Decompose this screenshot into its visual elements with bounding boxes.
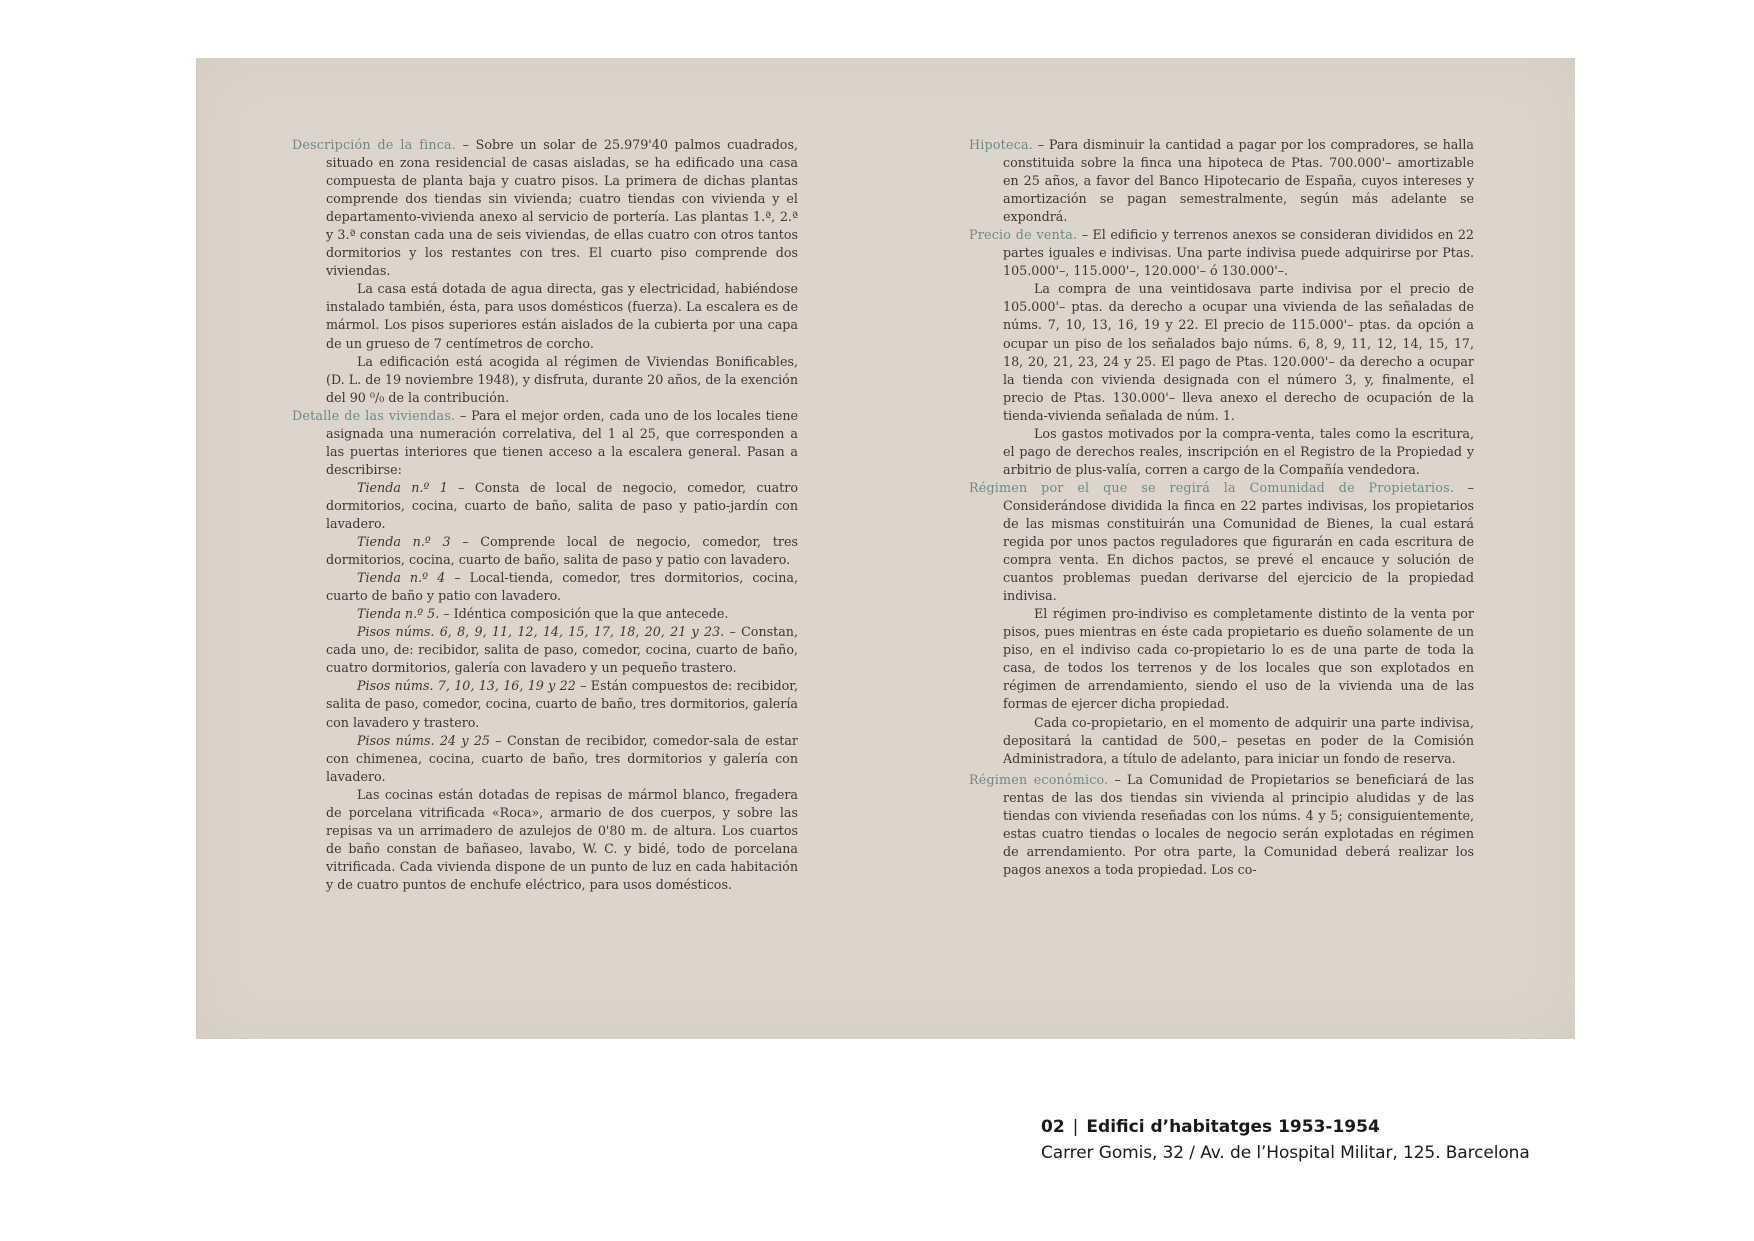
paragraph-cocinas: Las cocinas están dotadas de repisas de mármol blanco, fregadera de porcelana vitrificada «Roca», armario de dos cuerpos, y sobre las repisas va un arrimadero de azulejos de 0'80 m. de altura. Los cuartos de baño constan de bañaseo, lavabo, W. C. y bidé, todo de porcelana vitrificada. Cada vivienda dispone de un punto de luz en cada habitación y de cuatro puntos de enchufe eléctrico, para usos domésticos. (326, 786, 798, 892)
paragraph: La casa está dotada de agua directa, gas y electricidad, habiéndose instalado también, ésta, para usos domésticos (fuerza). La escalera es de mármol. Los pisos superiores están aislados de la cubierta por una capa de un grueso de 7 centímetros de corcho. (326, 281, 798, 351)
paragraph: La edificación está acogida al régimen de Viviendas Bonificables, (D. L. de 19 noviembre 1948), y disfruta, durante 20 años, de la exención del 90 ⁰/₀ de la contribución. (326, 353, 798, 405)
caption-number: 02 (1041, 1117, 1065, 1137)
unit-pisos-three-bedroom (292, 677, 798, 731)
unit-label: Pisos núms. 7, 10, 13, 16, 19 y 22 (357, 678, 576, 694)
unit-description: – Comprende local de negocio, comedor, tres dormitorios, cocina, cuarto de baño, salita de paso y patio con lavadero. (326, 534, 798, 568)
paragraph-text: – La Comunidad de Propietarios se beneficiará de las rentas de las dos tiendas sin vivienda al principio aludidas y de las tiendas con vivienda reseñadas con los núms. 4 y 5; consiguientemente, estas cuatro tiendas o locales de negocio serán explotadas en régimen de arrendamiento. Por otra parte, la Comunidad deberá realizar los pagos anexos a toda propiedad. Los co- (1003, 771, 1474, 877)
unit-pisos-24-25 (292, 732, 798, 786)
caption-title-line (1041, 1114, 1575, 1140)
left-page-column (292, 136, 798, 894)
unit-tienda-3 (292, 533, 798, 569)
unit-description: – Consta de local de negocio, comedor, cuatro dormitorios, cocina, cuarto de baño, salita de paso y patio-jardín con lavadero. (326, 479, 798, 531)
unit-description: – Idéntica composición que la que antecede. (439, 606, 729, 622)
section-descripcion (292, 136, 798, 280)
section-hipoteca (969, 136, 1474, 226)
paragraph: Los gastos motivados por la compra-venta, tales como la escritura, el pago de derechos reales, inscripción en el Registro de la Propiedad y arbitrio de plus-valía, corren a cargo de la Compañía vendedora. (1003, 425, 1474, 477)
section-regimen-economico (969, 771, 1474, 879)
unit-label: Tienda n.º 1 (357, 479, 448, 495)
section-heading: Régimen económico. (969, 771, 1109, 787)
section-regimen-comunidad (969, 479, 1474, 605)
section-precio (969, 226, 1474, 280)
unit-label: Tienda n.º 4 (357, 570, 446, 586)
caption-address: Carrer Gomis, 32 / Av. de l’Hospital Militar, 125. Barcelona (1041, 1143, 1530, 1163)
paragraph-text: – Considerándose dividida la finca en 22 partes indivisas, los propietarios de las mismas constituirán una Comunidad de Bienes, la cual estará regida por unos pactos reguladores que figurarán en cada escritura de compra venta. En dichos pactos, se prevé el encauce y solución de cuantos problemas puedan derivarse del ejercicio de la propiedad indivisa. (1003, 479, 1474, 604)
unit-label: Tienda n.º 3 (357, 534, 451, 550)
section-heading: Detalle de las viviendas. (292, 407, 456, 423)
unit-tienda-5 (292, 605, 798, 623)
paragraph: La compra de una veintidosava parte indivisa por el precio de 105.000'– ptas. da derecho a ocupar una vivienda de las señaladas de núms. 7, 10, 13, 16, 19 y 22. El precio de 115.000'– ptas. da opción a ocupar un piso de los señalados bajo núms. 6, 8, 9, 11, 12, 14, 15, 17, 18, 20, 21, 23, 24 y 25. El pago de Ptas. 120.000'– da derecho a ocupar la tienda con vivienda designada con el número 3, y, finalmente, el precio de Ptas. 130.000'– lleva anexo el derecho de ocupación de la tienda-vivienda señalada de núm. 1. (1003, 281, 1474, 423)
section-detalle (292, 407, 798, 479)
paragraph: Cada co-propietario, en el momento de adquirir una parte indivisa, depositará la cantidad de 500,– pesetas en poder de la Comisión Administradora, a título de adelanto, para iniciar un fondo de reserva. (1003, 714, 1474, 766)
unit-pisos-four-bedroom (292, 623, 798, 677)
paragraph-text: – Para disminuir la cantidad a pagar por los compradores, se halla constituida sobre la finca una hipoteca de Ptas. 700.000'– amortizable en 25 años, a favor del Banco Hipotecario de España, cuyos intereses y amortización se pagan semestralmente, según más adelante se expondrá. (1003, 137, 1474, 225)
section-heading: Precio de venta. (969, 227, 1078, 243)
scanned-brochure-spread (196, 58, 1575, 1039)
unit-tienda-4 (292, 569, 798, 605)
right-page-column (969, 136, 1474, 879)
caption-title: Edifici d’habitatges 1953-1954 (1086, 1117, 1380, 1137)
figure-caption (1041, 1114, 1575, 1166)
paragraph-text: – Sobre un solar de 25.979'40 palmos cuadrados, situado en zona residencial de casas aisladas, se ha edificado una casa compuesta de planta baja y cuatro pisos. La primera de dichas plantas comprende dos tiendas sin vivienda; cuatro tiendas con vivienda y el departamento-vivienda anexo al servicio de portería. Las plantas 1.ª, 2.ª y 3.ª constan cada una de seis viviendas, de ellas cuatro con otros tantos dormitorios y los restantes con tres. El cuarto piso comprende dos viviendas. (326, 137, 798, 279)
paragraph-text: – Para el mejor orden, cada uno de los locales tiene asignada una numeración correlativa, del 1 al 25, que corresponden a las puertas interiores que tienen acceso a la escalera general. Pasan a describirse: (326, 407, 799, 477)
unit-description: – Están compuestos de: recibidor, salita de paso, comedor, cocina, cuarto de baño, tres dormitorios, galería con lavadero y trastero. (326, 678, 798, 730)
section-heading: Descripción de la finca. (292, 137, 457, 152)
paragraph: El régimen pro-indiviso es completamente distinto de la venta por pisos, pues mientras en éste cada propietario es dueño solamente de un piso, en el indiviso cada co-propietario lo es de una parte de toda la casa, de todos los terrenos y de los locales que son explotados en régimen de arrendamiento, siendo el uso de la vivienda una de las formas de ejercer dicha propiedad. (1003, 606, 1474, 712)
unit-label: Tienda n.º 5. (357, 606, 440, 622)
unit-description: – Constan de recibidor, comedor-sala de estar con chimenea, cocina, cuarto de baño, tres dormitorios y galería con lavadero. (326, 732, 798, 784)
section-heading: Hipoteca. (969, 137, 1033, 152)
unit-label: Pisos núms. 6, 8, 9, 11, 12, 14, 15, 17, 18, 20, 21 y 23. (357, 624, 725, 640)
section-heading: Régimen por el que se regirá la Comunidad de Propietarios. (969, 479, 1455, 495)
unit-description: – Local-tienda, comedor, tres dormitorios, cocina, cuarto de baño y patio con lavadero. (326, 570, 798, 604)
unit-description: – Constan, cada uno, de: recibidor, salita de paso, comedor, cocina, cuarto de baño, cuatro dormitorios, galería con lavadero y un pequeño trastero. (326, 624, 798, 676)
unit-label: Pisos núms. 24 y 25 (357, 732, 490, 748)
caption-separator: | (1072, 1117, 1079, 1137)
unit-tienda-1 (292, 479, 798, 533)
paragraph-text: – El edificio y terrenos anexos se consideran divididos en 22 partes iguales e indivisas. Una parte indivisa puede adquirirse por Ptas. 105.000'–, 115.000'–, 120.000'– ó 130.000'–. (1003, 227, 1474, 279)
